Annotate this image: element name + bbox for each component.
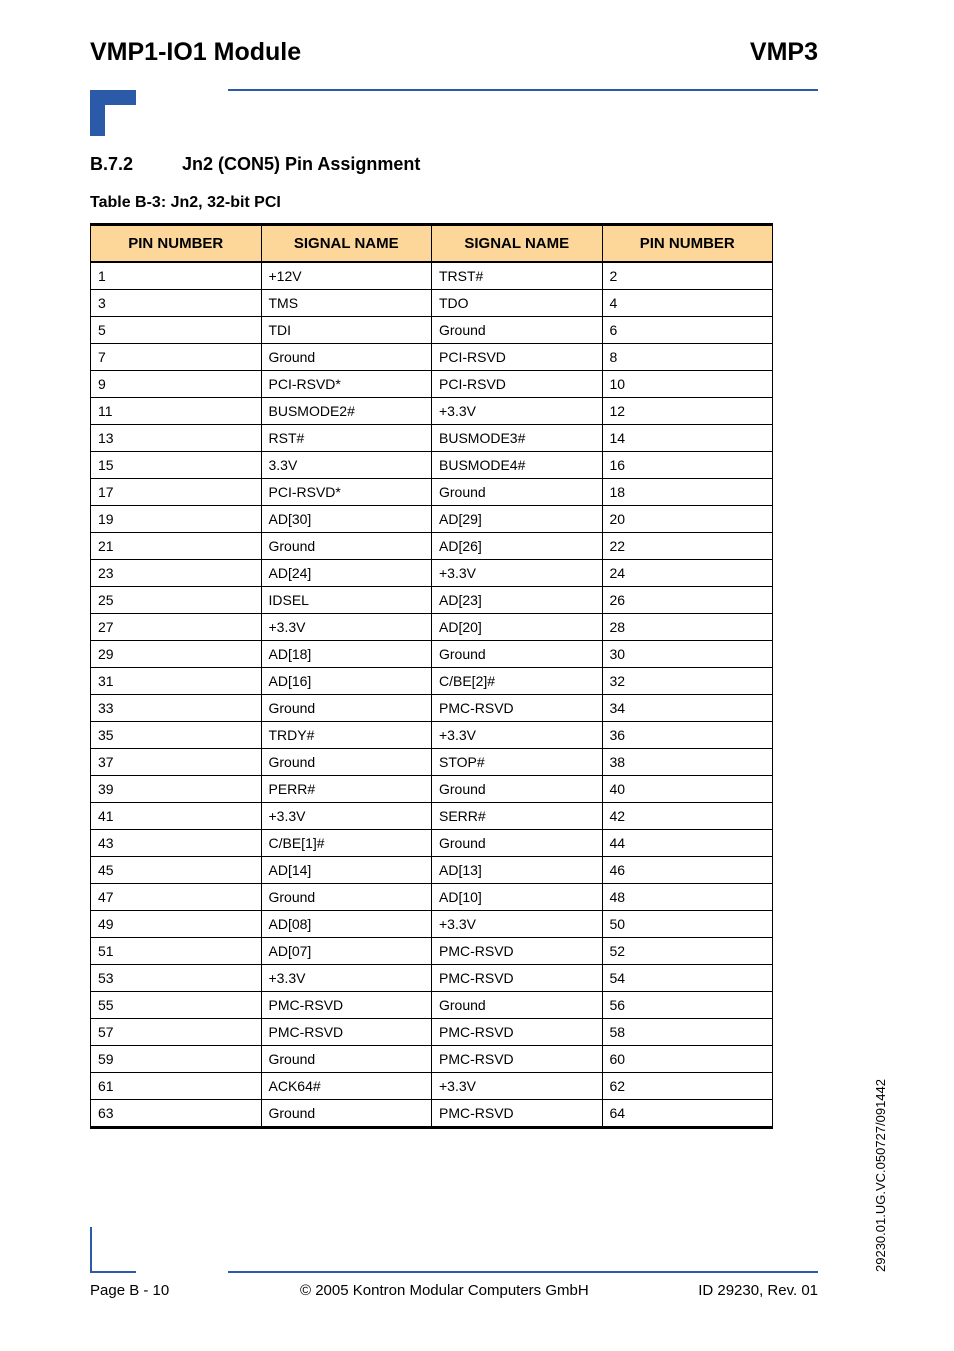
pin-number-cell: 29	[91, 641, 262, 668]
table-row	[91, 965, 773, 992]
header-module-title: VMP1-IO1 Module	[90, 38, 302, 66]
footer-copyright: © 2005 Kontron Modular Computers GmbH	[300, 1282, 589, 1299]
pin-number-cell: 61	[91, 1073, 262, 1100]
pin-number-cell: 55	[91, 992, 262, 1019]
pin-number-cell: 14	[602, 425, 773, 452]
pin-number-cell: 51	[91, 938, 262, 965]
signal-name-cell: IDSEL	[261, 587, 432, 614]
pin-number-cell: 36	[602, 722, 773, 749]
pin-number-cell: 49	[91, 911, 262, 938]
table-row	[91, 452, 773, 479]
signal-name-cell: Ground	[261, 1100, 432, 1128]
pin-number-cell: 47	[91, 884, 262, 911]
signal-name-cell: Ground	[432, 776, 603, 803]
pin-number-cell: 35	[91, 722, 262, 749]
table-row	[91, 911, 773, 938]
signal-name-cell: Ground	[261, 884, 432, 911]
signal-name-cell: +3.3V	[261, 965, 432, 992]
signal-name-cell: C/BE[2]#	[432, 668, 603, 695]
table-header-row	[91, 225, 773, 263]
signal-name-cell: +3.3V	[432, 398, 603, 425]
signal-name-cell: AD[18]	[261, 641, 432, 668]
signal-name-cell: AD[20]	[432, 614, 603, 641]
table-row	[91, 938, 773, 965]
pin-number-cell: 24	[602, 560, 773, 587]
table-row	[91, 830, 773, 857]
pin-number-cell: 63	[91, 1100, 262, 1128]
corner-mark-bottom	[90, 1227, 92, 1273]
signal-name-cell: +3.3V	[432, 722, 603, 749]
pin-number-cell: 20	[602, 506, 773, 533]
table-row	[91, 344, 773, 371]
signal-name-cell: C/BE[1]#	[261, 830, 432, 857]
pin-number-cell: 56	[602, 992, 773, 1019]
pin-number-cell: 64	[602, 1100, 773, 1128]
pin-number-cell: 17	[91, 479, 262, 506]
pin-number-cell: 62	[602, 1073, 773, 1100]
signal-name-cell: SERR#	[432, 803, 603, 830]
pin-number-cell: 11	[91, 398, 262, 425]
signal-name-cell: PCI-RSVD*	[261, 479, 432, 506]
table-row	[91, 262, 773, 290]
signal-name-cell: TRST#	[432, 262, 603, 290]
signal-name-cell: PERR#	[261, 776, 432, 803]
signal-name-cell: Ground	[432, 479, 603, 506]
table-row	[91, 587, 773, 614]
signal-name-cell: AD[10]	[432, 884, 603, 911]
signal-name-cell: TMS	[261, 290, 432, 317]
table-row	[91, 1046, 773, 1073]
pin-number-cell: 16	[602, 452, 773, 479]
pin-number-cell: 53	[91, 965, 262, 992]
signal-name-cell: Ground	[261, 344, 432, 371]
signal-name-cell: PCI-RSVD	[432, 371, 603, 398]
table-row	[91, 749, 773, 776]
signal-name-cell: Ground	[261, 695, 432, 722]
table-row	[91, 506, 773, 533]
signal-name-cell: AD[13]	[432, 857, 603, 884]
footer-rule	[228, 1271, 818, 1273]
signal-name-cell: Ground	[261, 1046, 432, 1073]
pin-number-cell: 22	[602, 533, 773, 560]
corner-mark-top-horizontal	[90, 90, 136, 105]
table-row	[91, 857, 773, 884]
table-row	[91, 803, 773, 830]
signal-name-cell: AD[14]	[261, 857, 432, 884]
signal-name-cell: +12V	[261, 262, 432, 290]
signal-name-cell: AD[29]	[432, 506, 603, 533]
signal-name-cell: Ground	[432, 641, 603, 668]
pin-number-cell: 59	[91, 1046, 262, 1073]
signal-name-cell: Ground	[261, 533, 432, 560]
footer-page-number: Page B - 10	[90, 1282, 170, 1299]
signal-name-cell: TRDY#	[261, 722, 432, 749]
pin-number-cell: 12	[602, 398, 773, 425]
pin-number-cell: 18	[602, 479, 773, 506]
pin-number-cell: 48	[602, 884, 773, 911]
pin-number-cell: 25	[91, 587, 262, 614]
side-document-id: 29230.01.UG.VC.050727/091442	[873, 1079, 888, 1272]
pin-number-cell: 41	[91, 803, 262, 830]
pin-number-cell: 40	[602, 776, 773, 803]
column-header: PIN NUMBER	[91, 225, 262, 263]
signal-name-cell: AD[23]	[432, 587, 603, 614]
signal-name-cell: PCI-RSVD	[432, 344, 603, 371]
table-row	[91, 1100, 773, 1128]
signal-name-cell: 3.3V	[261, 452, 432, 479]
column-header: SIGNAL NAME	[432, 225, 603, 263]
pin-number-cell: 34	[602, 695, 773, 722]
table-caption: Table B-3: Jn2, 32-bit PCI	[90, 194, 281, 211]
footer-doc-id: ID 29230, Rev. 01	[698, 1282, 818, 1299]
table-row	[91, 398, 773, 425]
pin-number-cell: 28	[602, 614, 773, 641]
pin-number-cell: 21	[91, 533, 262, 560]
pin-number-cell: 38	[602, 749, 773, 776]
pin-number-cell: 43	[91, 830, 262, 857]
signal-name-cell: ACK64#	[261, 1073, 432, 1100]
table-row	[91, 425, 773, 452]
signal-name-cell: Ground	[432, 317, 603, 344]
header-rule	[228, 89, 818, 91]
signal-name-cell: PMC-RSVD	[432, 1100, 603, 1128]
signal-name-cell: RST#	[261, 425, 432, 452]
pin-number-cell: 3	[91, 290, 262, 317]
pin-number-cell: 60	[602, 1046, 773, 1073]
signal-name-cell: Ground	[261, 749, 432, 776]
signal-name-cell: PMC-RSVD	[432, 938, 603, 965]
pin-number-cell: 7	[91, 344, 262, 371]
signal-name-cell: STOP#	[432, 749, 603, 776]
signal-name-cell: Ground	[432, 992, 603, 1019]
pin-number-cell: 32	[602, 668, 773, 695]
pin-number-cell: 37	[91, 749, 262, 776]
signal-name-cell: PMC-RSVD	[432, 1046, 603, 1073]
pin-number-cell: 45	[91, 857, 262, 884]
table-row	[91, 317, 773, 344]
signal-name-cell: +3.3V	[432, 560, 603, 587]
pin-number-cell: 58	[602, 1019, 773, 1046]
signal-name-cell: +3.3V	[432, 1073, 603, 1100]
table-row	[91, 533, 773, 560]
signal-name-cell: +3.3V	[261, 614, 432, 641]
table-row	[91, 641, 773, 668]
table-row	[91, 776, 773, 803]
signal-name-cell: BUSMODE4#	[432, 452, 603, 479]
signal-name-cell: +3.3V	[432, 911, 603, 938]
pin-number-cell: 50	[602, 911, 773, 938]
table-row	[91, 695, 773, 722]
signal-name-cell: PMC-RSVD	[261, 1019, 432, 1046]
pin-number-cell: 30	[602, 641, 773, 668]
signal-name-cell: PMC-RSVD	[432, 1019, 603, 1046]
pin-number-cell: 31	[91, 668, 262, 695]
corner-mark-bottom-horizontal	[90, 1271, 136, 1273]
pin-number-cell: 26	[602, 587, 773, 614]
table-row	[91, 1019, 773, 1046]
pin-number-cell: 27	[91, 614, 262, 641]
table-row	[91, 668, 773, 695]
pin-number-cell: 2	[602, 262, 773, 290]
signal-name-cell: AD[07]	[261, 938, 432, 965]
column-header: PIN NUMBER	[602, 225, 773, 263]
signal-name-cell: PMC-RSVD	[261, 992, 432, 1019]
pin-number-cell: 8	[602, 344, 773, 371]
signal-name-cell: BUSMODE2#	[261, 398, 432, 425]
signal-name-cell: PMC-RSVD	[432, 695, 603, 722]
pin-number-cell: 4	[602, 290, 773, 317]
signal-name-cell: PMC-RSVD	[432, 965, 603, 992]
column-header: SIGNAL NAME	[261, 225, 432, 263]
pin-number-cell: 15	[91, 452, 262, 479]
signal-name-cell: TDO	[432, 290, 603, 317]
signal-name-cell: TDI	[261, 317, 432, 344]
section-heading	[90, 154, 420, 175]
section-title: Jn2 (CON5) Pin Assignment	[182, 154, 421, 174]
signal-name-cell: AD[26]	[432, 533, 603, 560]
table-row	[91, 614, 773, 641]
table-row	[91, 1073, 773, 1100]
pin-number-cell: 42	[602, 803, 773, 830]
signal-name-cell: Ground	[432, 830, 603, 857]
table-row	[91, 479, 773, 506]
pin-number-cell: 52	[602, 938, 773, 965]
table-row	[91, 884, 773, 911]
pin-number-cell: 6	[602, 317, 773, 344]
signal-name-cell: PCI-RSVD*	[261, 371, 432, 398]
signal-name-cell: AD[16]	[261, 668, 432, 695]
pin-number-cell: 1	[91, 262, 262, 290]
pin-number-cell: 23	[91, 560, 262, 587]
table-row	[91, 992, 773, 1019]
pin-assignment-table	[90, 223, 773, 1129]
pin-number-cell: 33	[91, 695, 262, 722]
signal-name-cell: AD[30]	[261, 506, 432, 533]
signal-name-cell: BUSMODE3#	[432, 425, 603, 452]
table-row	[91, 371, 773, 398]
pin-number-cell: 19	[91, 506, 262, 533]
signal-name-cell: +3.3V	[261, 803, 432, 830]
pin-number-cell: 10	[602, 371, 773, 398]
pin-number-cell: 13	[91, 425, 262, 452]
pin-number-cell: 44	[602, 830, 773, 857]
table-row	[91, 290, 773, 317]
signal-name-cell: AD[24]	[261, 560, 432, 587]
table-row	[91, 560, 773, 587]
pin-number-cell: 57	[91, 1019, 262, 1046]
header-product-title: VMP3	[749, 38, 818, 66]
pin-number-cell: 46	[602, 857, 773, 884]
table-body	[91, 262, 773, 1128]
pin-number-cell: 5	[91, 317, 262, 344]
signal-name-cell: AD[08]	[261, 911, 432, 938]
pin-number-cell: 39	[91, 776, 262, 803]
pin-number-cell: 9	[91, 371, 262, 398]
pin-number-cell: 54	[602, 965, 773, 992]
section-number: B.7.2	[90, 154, 134, 174]
table-row	[91, 722, 773, 749]
